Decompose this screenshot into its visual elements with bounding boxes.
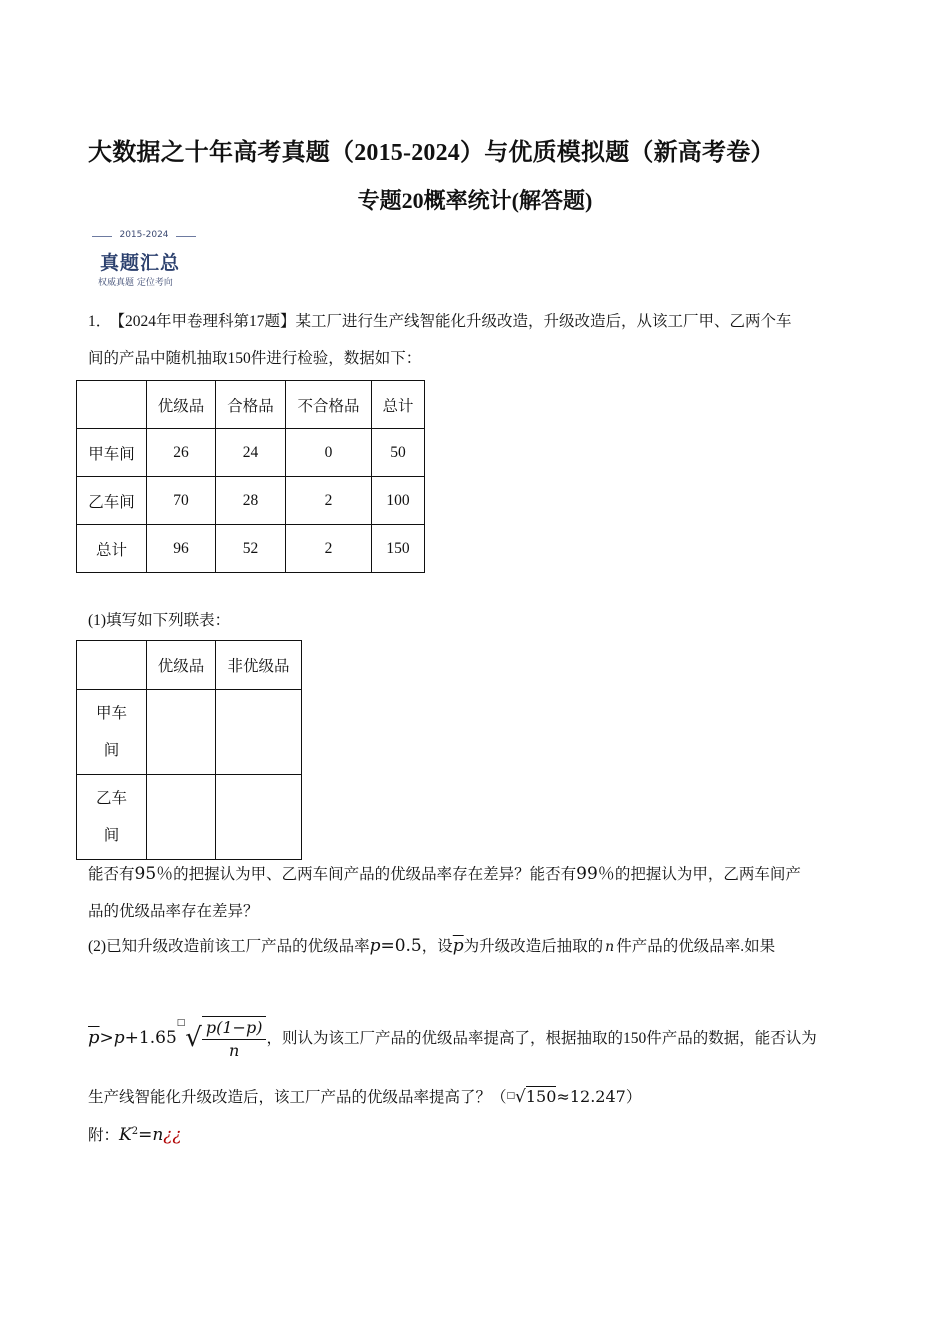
contingency-table xyxy=(76,640,302,860)
data-table xyxy=(76,380,425,573)
table-row xyxy=(77,690,302,775)
logo-name: 真题汇总 xyxy=(100,252,181,274)
table-cell: 乙车间 xyxy=(77,477,147,525)
ineq-plus: +1.65 xyxy=(124,1028,177,1048)
table-header-cell: 优级品 xyxy=(147,641,216,690)
table-cell: 26 xyxy=(147,429,216,477)
math-k-exponent: 2 xyxy=(131,1126,139,1137)
q1-text-b: 的把握认为甲、乙两车间产品的优级品率存在差异？能否有 xyxy=(173,866,577,883)
table-row xyxy=(77,429,425,477)
q1-text-c: 的把握认为甲，乙两车间产 xyxy=(614,866,801,883)
logo-years: 2015-2024 xyxy=(92,230,196,240)
table-row xyxy=(77,477,425,525)
table-cell xyxy=(216,775,302,860)
approx-value: ≈12.247 xyxy=(556,1087,626,1106)
table-cell: 150 xyxy=(372,525,425,573)
problem-intro-line2: 间的产品中随机抽取150件进行检验，数据如下： xyxy=(88,350,422,367)
appendix-line xyxy=(88,1122,182,1146)
table-cell: 50 xyxy=(372,429,425,477)
table-cell: 甲车 间 xyxy=(77,690,147,775)
ineq-fraction xyxy=(202,1016,267,1062)
root-placeholder: □ xyxy=(176,1018,186,1028)
table-cell: 乙车 间 xyxy=(77,775,147,860)
problem-number: 1． xyxy=(88,313,112,330)
part2-text-c: 为升级改造后抽取的 xyxy=(463,938,604,955)
sqrt-icon: √ xyxy=(515,1087,526,1107)
table-cell: 52 xyxy=(216,525,286,573)
logo-tagline: 权威真题 定位考向 xyxy=(98,278,173,288)
ineq-pbar: $\overline{p}$ xyxy=(88,1027,100,1048)
problem-source: 【2024年甲卷理科第17题】 xyxy=(117,313,296,330)
document-subtitle: 专题20概率统计(解答题) xyxy=(357,188,593,213)
problem-intro-line1 xyxy=(88,312,792,332)
section-logo xyxy=(92,230,202,290)
table-header-cell xyxy=(77,641,147,690)
table-cell xyxy=(147,690,216,775)
root-placeholder: □ xyxy=(506,1091,516,1101)
math-k: K xyxy=(119,1125,132,1146)
math-pbar: $\overline{p}$ xyxy=(452,936,464,956)
table-cell: 总计 xyxy=(77,525,147,573)
math-k2-eq: =n xyxy=(138,1125,164,1146)
sqrt-value: 150 xyxy=(525,1087,557,1106)
table-cell: 2 xyxy=(286,525,372,573)
table-cell: 0 xyxy=(286,429,372,477)
part2-end-text-a: 生产线智能化升级改造后，该工厂产品的优级品率提高了？（ xyxy=(88,1089,507,1106)
sqrt-icon: √ xyxy=(185,1023,202,1053)
q1-percent-95: 95％ xyxy=(134,864,174,884)
q1-percent-99: 99％ xyxy=(576,864,615,884)
part2-end-line xyxy=(88,1086,641,1108)
table-row xyxy=(77,775,302,860)
table-header-cell: 合格品 xyxy=(216,381,286,429)
ineq-p: p xyxy=(113,1028,125,1048)
table-cell: 甲车间 xyxy=(77,429,147,477)
table-header-cell xyxy=(77,381,147,429)
table-header-cell: 不合格品 xyxy=(286,381,372,429)
table-header-cell: 优级品 xyxy=(147,381,216,429)
question1-line2: 品的优级品率存在差异？ xyxy=(88,903,259,920)
table-cell: 24 xyxy=(216,429,286,477)
part2-end-text-b: ） xyxy=(625,1089,642,1106)
table-header-cell: 非优级品 xyxy=(216,641,302,690)
fraction-numerator: p(1−p) xyxy=(202,1017,267,1040)
table-header-cell: 总计 xyxy=(372,381,425,429)
part2-text-d: 件产品的优级品率.如果 xyxy=(616,938,776,955)
ineq-text: ，则认为该工厂产品的优级品率提高了，根据抽取的150件产品的数据，能否认为 xyxy=(266,1030,817,1047)
garbled-formula: ¿¿ xyxy=(163,1125,182,1146)
part2-text-a: (2)已知升级改造前该工厂产品的优级品率 xyxy=(88,938,370,955)
fraction-denominator: n xyxy=(229,1041,240,1061)
document-title: 大数据之十年高考真题（2015-2024）与优质模拟题（新高考卷） xyxy=(88,140,775,166)
math-p: p xyxy=(369,936,381,956)
part2-text-b: ，设 xyxy=(421,938,453,955)
table-row xyxy=(77,525,425,573)
table-cell xyxy=(216,690,302,775)
table-header-row xyxy=(77,381,425,429)
table-cell: 70 xyxy=(147,477,216,525)
inequality-line xyxy=(88,1008,817,1062)
appendix-label: 附： xyxy=(88,1127,120,1145)
question1-line1 xyxy=(88,864,801,885)
table-cell: 28 xyxy=(216,477,286,525)
table-cell xyxy=(147,775,216,860)
math-n: n xyxy=(605,939,615,955)
problem-intro-text1: 某工厂进行生产线智能化升级改造，升级改造后，从该工厂甲、乙两个车 xyxy=(295,313,792,330)
table-cell: 2 xyxy=(286,477,372,525)
q1-text-a: 能否有 xyxy=(88,866,135,883)
ineq-operator: > xyxy=(99,1028,114,1048)
table-header-row xyxy=(77,641,302,690)
part2-line1 xyxy=(88,936,775,957)
table-cell: 96 xyxy=(147,525,216,573)
table-cell: 100 xyxy=(372,477,425,525)
part1-prompt: (1)填写如下列联表： xyxy=(88,612,231,629)
math-eq-half: =0.5 xyxy=(380,936,422,956)
